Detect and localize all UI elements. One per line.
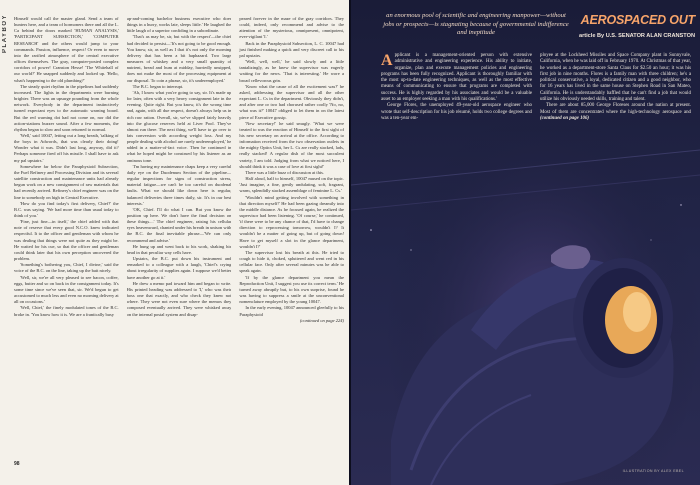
- byline: article By U.S. SENATOR ALAN CRANSTON: [578, 33, 695, 39]
- paragraph: 'Something's bothering you, Chief, I divine,' said the voice of the B.C. on the line, taking up the bait nicely.: [14, 262, 119, 274]
- paragraph: 'Well, Chief,' the finely modulated tones of the B.C. broke in. 'You know how it is. We are a frantically busy: [14, 305, 119, 317]
- right-column-1: [381, 53, 532, 122]
- paragraph: In the early evening, 10047 announced gleefully to his Paraphysioid: [239, 305, 345, 317]
- paragraph: Upstairs, the B.C. put down his instrument and remarked to a colleague with a laugh, 'Chief's crying about irregularity of supplies again. I suppose we'd better have another go at it.': [126, 256, 232, 280]
- star: [370, 229, 372, 231]
- paragraph: The steady quiet rhythm in the pipelines had suddenly increased. The lights in the departments were burning brighter. There was an upsurge pounding from the whole network. Everybody in the department instinctively turned expectant eyes to the automatic warning board. But the red warning dot had not come on, nor did the action-stations buzzer sound. After a few moments, the rhythm began to slow and soon returned to normal.: [14, 83, 119, 132]
- paragraph: up-and-coming bachelor business executive who does things in a hurry, works late, sleeps little.' He laughed the little laugh of a superior confiding in a subordinate.: [126, 16, 232, 34]
- article-deck: an enormous pool of scientific and engineering manpower—without jobs or prospects—is stagnating because of governmental indifference and ineptitude: [383, 12, 569, 36]
- article-title: AEROSPACED OUT: [580, 13, 695, 27]
- left-column-3: [239, 16, 344, 456]
- paragraph: He drew a memo pad toward him and began to write. His printed heading was addressed to 'I,' who was their boss one that exactly, and who check they knew not where. They were not even sure where the memos they composed eventually arrived. They were whisked away on the internal postal system and disap-: [126, 280, 232, 317]
- left-column-2: [127, 16, 232, 456]
- paragraph: 'I'm having my maintenance chaps keep a very careful daily eye on the Duodenum Section of the pipeline—regular inspections for signs of construction stress, material fatigue—we can't be too careful on duodenal faults. What we should like down here is regular, balanced deliveries three times daily, sir. It's in our best interests.': [126, 163, 232, 206]
- continued-note: (continued on page 106): [540, 115, 590, 121]
- paragraph: 'Well, well, well,' he said slowly and a little tantalizingly, as he knew the supervisor was eagerly waiting for the news. 'That is interesting.' He wore a broad cellevorous grin.: [239, 59, 345, 83]
- paragraph: 'Ah, I know what you're going to say, sir. It's made up for later, often with a very heavy consignment late in the evening. Quite right. But you know, it's the wrong time and, again, with all due respect, doesn't always help us in rich raw ration. Overall, sir, we've slipped fairly heavily into the glucose reserves held at Liver Pool. They've almost run there. The next thing, we'll have to go over to fats conversion with according weight loss. And my people dealing with alcohol are rarely underemployed,' he added in a matter-of-fact voice. Then he continued in what he hoped might be construed by his listener as an ominous tone.: [126, 89, 232, 163]
- paragraph: Somewhere far below the Paraphysioid Subsection, the Fuel Refinery and Processing Division and its several satellite construction and maintenance units had already begun work on a new consignment of raw materials that had recently arrived. Refinery's chief engineer was on the line to somebody on high in Central Executive.: [14, 163, 119, 200]
- paragraph: Half aloud, half to himself, 10047 mused on the topic. 'Just imagine, a fine, gently undulating, soft, fragrant, warm, splendidly stacked assemblage of feminine L. Cs.': [239, 176, 345, 194]
- paragraph: peared forever in the maze of the gray corridors. They could, indeed, only recommend and advise to the attention of the mysterious, omnipresent, omnipotent, ever-vigilant 'I.': [239, 16, 345, 40]
- paragraph: 'New secretary!' he said smugly. 'What we were treated to was the reaction of Himself to the first sight of his new secretary on arrival at the office. According to information received from the two observation outlets in the mighty Optics Unit, her L. Cs are really stacked, lads, really stacked! A regular dish of the most succulent variety, I am told. Judging from what we noticed here, I should think it was a case of love at first sight!': [239, 120, 345, 169]
- paragraph: Himself would call the master gland. Send a team of hunters here, and a team of hormoners there and all the L. Ca behind the doors marked 'HUMAN ANALYSIS,' 'PARTICIPANT SUBSECTION,' 'COMPUTER RESEARCH' and the others would jump to your commands. Passion, influence, respect! Or even to move into the rarified atmosphere of the central executive offices themselves. The gray, computer-posted complex corridors of power! Cranston Hesse! 'The Whitehall of our world?' He snapped suddenly and looked up. 'Hello, what's happening to the old plumbing?': [14, 16, 119, 83]
- paragraph: The supervisor lost his breath at this. He tried to cough to hide it, choked, spluttered and went red in his cellular face. Only after several minutes was he able to speak again.: [239, 249, 345, 274]
- left-page: [0, 0, 349, 485]
- paragraph: The B.C. began to interrupt.: [132, 83, 184, 89]
- paragraph: He hung up and went back to his work, shaking his head in that peculiar way cells have.: [126, 243, 232, 255]
- paragraph: Back in the Paraphysioid Subsection, L. C. 10047 had just finished making a quick and very discreet call to his pal upstairs.: [239, 40, 345, 58]
- continued-note: (continued on page 224): [299, 317, 345, 323]
- paragraph: [381, 53, 532, 103]
- visor-highlight: [623, 292, 651, 332]
- star: [410, 249, 411, 250]
- page-number: 98: [14, 461, 20, 467]
- paragraph: George Flores, the unemployed 49-year-old aerospace engineer who wrote that self-description for his job résumé, holds two college degrees and was a ten-year em-: [381, 103, 532, 121]
- illustration-credit: ILLUSTRATION BY ALEX EBEL: [622, 469, 684, 473]
- right-columns: [381, 53, 691, 122]
- paragraph: 'Well, sir, we're all very pleased to see bacon, coffee, eggs, butter and so on back in the consignment today. It's some time since we've seen that, sir. We'd begun to get accustomed to much less and even no morning delivery at all on occasions.': [14, 274, 119, 305]
- paragraph: 'Well,' said 10047, letting out a long breath, 'talking of the boys in Adwords, that was clearly their doing! Wonder what it was. Didn't last long, anyway, did it? Perhaps someone fired off his missile. I shall have to ask my pal upstairs.': [14, 132, 119, 163]
- right-column-2: [540, 53, 691, 122]
- paragraph: 'Fine, just fine—in itself,' the chief added with that note of reserve that every good N.C.O. knew indicated respectful. It to the officer and gentleman with whom he was dealing that things were not quite as they might be. He waited for his cue, so that the officer and gentleman could think later that his own perception uncovered the problem.: [14, 219, 119, 262]
- paragraph: 'How do you find today's first delivery, Chief?' the B.C. was saying. 'We had more time than usual today to think of you.': [14, 200, 119, 218]
- paragraph: 'Know what the cause of all the excitement was?' he asked, addressing the supervisor and all the other expectant L. Cs in the department. Obviously they didn't, and after one or two had chorused rather coolly 'No, no, what was it?' 10047 obliged to let them in on the latest piece of Executive gossip.: [239, 83, 345, 120]
- paragraph: 'That's as may be, sir, but with the respect'—the chief had decided to persist—'It's not going to be good enough. You know, sir, as well as I that it's not only the morning delivery that has been a bit haphazard. Two large measures of whiskey and a very small quantity of nutrient, bread and hum at midday, hurriedly unsipped, does not make the most of the processing equipment at our disposal. To coin a phrase, sir, it's underemployed.': [126, 34, 232, 83]
- star: [651, 240, 652, 241]
- paragraph: 'If by the glance department you mean the Reproduction Unit, I suggest you use its correct term.' He turned away abruptly but, to his own surprise, found he was having to suppress a smile at the unconventional nomenclature employed by the young 10047.: [239, 274, 345, 305]
- paragraph-text: There are about 85,000 George Floreses around the nation at present. Most of them are concentrated where the high-technology aerospace and: [540, 103, 691, 115]
- drop-cap: A: [381, 52, 393, 69]
- paragraph: ployee at the Lockheed Missiles and Space Company plant in Sunnyvale, California, when he was laid off in February 1970. At Christmas of that year, he worked as a department-store Santa Claus for $2.50 an hour; it was his first job in nine months. Flores is a family man with three children; he's a political conservative, a loyal, dedicated citizen and a good neighbor, who for 16 years has lived in the same house on Stephen Road in San Mateo, California. He is understandably baffled that he can't find a job that would utilize his obviously needed skills, training and talent.: [540, 53, 691, 103]
- paragraph: 'OK, Chief. I'll do what I can. But you know the position up here. We don't have the final decision on these things....' The chief engineer, raising his cellular eyes heavenward, chanted under his breath in unison with the B.C. the final inevitable phrase—'We can only recommend and advise.': [126, 206, 232, 243]
- left-columns: [14, 16, 344, 456]
- star: [680, 204, 681, 205]
- paragraph: There was a little buzz of discussion at this.: [245, 169, 324, 175]
- left-column-1: [14, 16, 119, 456]
- paragraph-text: pplicant is a management-oriented person with extensive administrative and engineering experience. His ability to initiate, organize, plan and execute management policies and engineering programs has been fully recognized. Applicant is thoroughly familiar with the most up-to-date engineering techniques, as well as the most effective means of communicating to ensure that programs are completed with success. He is highly regarded by his associates and would be a valuable asset to an employer seeking a man with his qualifications.': [381, 53, 532, 103]
- right-page: [351, 0, 700, 485]
- paragraph: 'Wouldn't mind getting involved with something in that direction myself!' He had been gazing dreamily into the middle distance. As he focused again, he realized the supervisor had been listening. 'Of course,' he continued, 'if there were to be any chance of that, I'd have to change direction to reprocessing tomorrow, wouldn't I? It wouldn't be a matter of going up, but of going down! Have to get myself a slot in the glance department, wouldn't I?': [239, 194, 345, 249]
- paragraph: [540, 103, 691, 122]
- running-head: PLAYBOY: [2, 14, 8, 53]
